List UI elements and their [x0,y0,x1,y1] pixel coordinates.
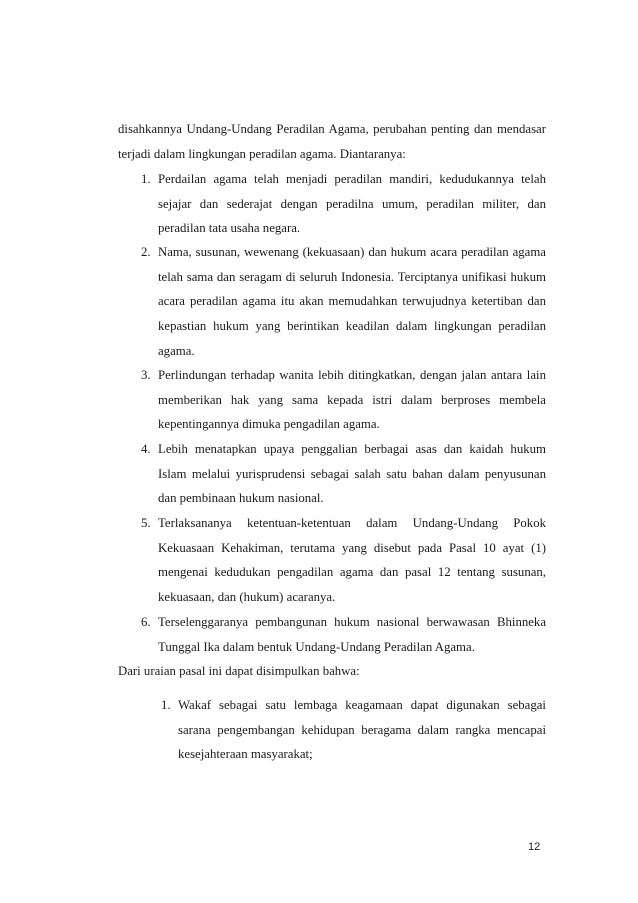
list-item-text: Perlindungan terhadap wanita lebih ditingkatkan, dengan jalan antara lain memberikan hak yang sama kepada istri dalam berproses membela kepentingannya dimuka pengadilan agama. [158,368,546,432]
page-number: 12 [528,841,541,853]
list-item-text: Terselenggaranya pembangunan hukum nasional berwawasan Bhinneka Tunggal Ika dalam bentuk Undang-Undang Peradilan Agama. [158,615,546,654]
list-item-number: 4. [141,442,151,456]
intro-paragraph: disahkannya Undang-Undang Peradilan Agama, perubahan penting dan mendasar terjadi dalam lingkungan peradilan agama. Diantaranya: [118,122,546,161]
list-item-number: 1. [161,698,171,712]
list-item-number: 3. [141,368,151,382]
list-item-number: 6. [141,615,151,629]
list-item-text: Wakaf sebagai satu lembaga keagamaan dapat digunakan sebagai sarana pengembangan kehidupan beragama dalam rangka mencapai kesejahteraan masyarakat; [178,698,546,762]
list-item-number: 5. [141,516,151,530]
list-item-text: Nama, susunan, wewenang (kekuasaan) dan hukum acara peradilan agama telah sama dan seragam di seluruh Indonesia. Terciptanya unifikasi hukum acara peradilan agama itu akan memudahkan terwujudnya ketertiban dan kepastian hukum yang berintikan keadilan dalam lingkungan peradilan agama. [158,245,546,358]
list-item [141,511,546,610]
list-item [141,240,546,364]
list-item-text: Terlaksananya ketentuan-ketentuan dalam Undang-Undang Pokok Kekuasaan Kehakiman, terutama yang disebut pada Pasal 10 ayat (1) mengenai kedudukan pengadilan agama dan pasal 12 tentang susunan, kekuasaan, dan (hukum) acaranya. [158,516,546,605]
list-item-text: Perdailan agama telah menjadi peradilan mandiri, kedudukannya telah sejajar dan sederajat dengan peradilna umum, peradilan militer, dan peradilan tata usaha negara. [158,172,546,236]
conclusion-paragraph: Dari uraian pasal ini dapat disimpulkan bahwa: [118,664,360,678]
list-item-number: 1. [141,172,151,186]
list-item-number: 2. [141,245,151,259]
list-item [141,610,546,659]
list-item [161,693,546,767]
list-item [141,167,546,241]
list-item [141,437,546,511]
list-item-text: Lebih menatapkan upaya penggalian berbagai asas dan kaidah hukum Islam melalui yurisprudensi sebagai salah satu bahan dalam penyusunan dan pembinaan hukum nasional. [158,442,546,506]
list-item [141,363,546,437]
